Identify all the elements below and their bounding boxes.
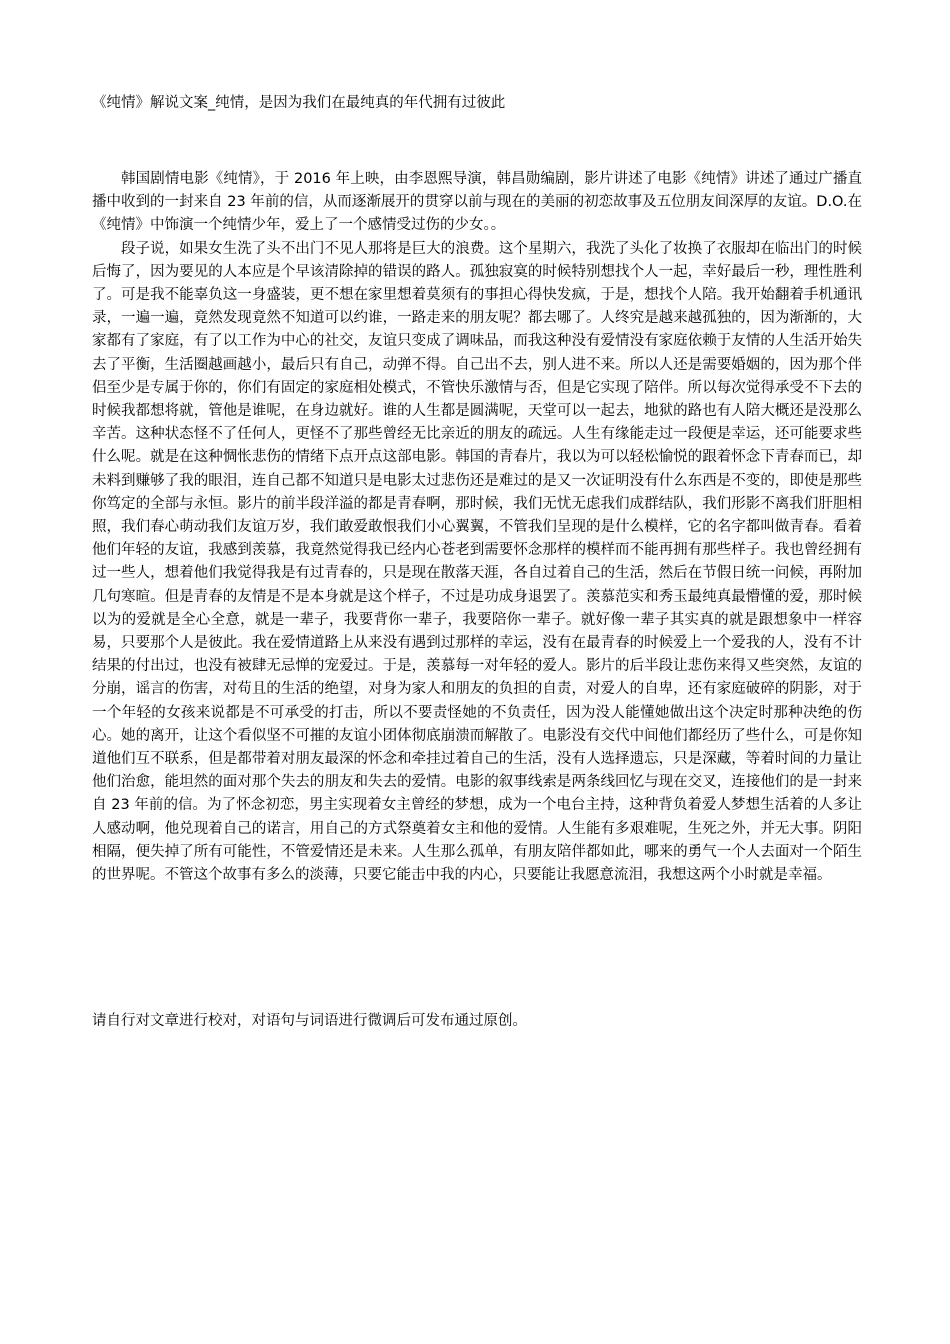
paragraph-intro: 韩国剧情电影《纯情》，于 2016 年上映，由李恩熙导演，韩昌勋编剧，影片讲述了电影《纯情》讲述了通过广播直播中收到的一封来自 23 年前的信，从而逐渐展开的贯穿以前与现在的美丽的初恋故事及五位朋友间深厚的友谊。D.O.在《纯情》中饰演一个纯情少年，爱上了一个感情受过伤的少女。。	[92, 171, 862, 234]
document-body	[92, 168, 862, 887]
footer-note: 请自行对文章进行校对，对语句与词语进行微调后可发布通过原创。	[92, 1013, 527, 1029]
document-title: 《纯情》解说文案_纯情，是因为我们在最纯真的年代拥有过彼此	[92, 95, 506, 111]
paragraph-main: 段子说，如果女生洗了头不出门不见人那将是巨大的浪费。这个星期六，我洗了头化了妆换了衣服却在临出门的时候后悔了，因为要见的人本应是个早该清除掉的错误的路人。孤独寂寞的时候特别想找个人一起，幸好最后一秒，理性胜利了。可是我不能辜负这一身盛装，更不想在家里想着莫须有的事担心得快发疯，于是，想找个人陪。我开始翻着手机通讯录，一遍一遍，竟然发现竟然不知道可以约谁，一路走来的朋友呢？都去哪了。人终究是越来越孤独的，因为渐渐的，大家都有了家庭，有了以工作为中心的社交，友谊只变成了调味品，而我这种没有爱情没有家庭依赖于友情的人生活开始失去了平衡，生活圈越画越小，最后只有自己，动弹不得。自己出不去，别人进不来。所以人还是需要婚姻的，因为那个伴侣至少是专属于你的，你们有固定的家庭相处模式，不管快乐激情与否，但是它实现了陪伴。所以每次觉得承受不下去的时候我都想将就，管他是谁呢，在身边就好。谁的人生都是圆满呢，天堂可以一起去，地狱的路也有人陪大概还是没那么辛苦。这种状态怪不了任何人，更怪不了那些曾经无比亲近的朋友的疏远。人生有缘能走过一段便是幸运，还可能要求些什么呢。就是在这种惆怅悲伤的情绪下点开点这部电影。韩国的青春片，我以为可以轻松愉悦的跟着怀念下青春而已，却未料到赚够了我的眼泪，连自己都不知道只是电影太过悲伤还是难过的是又一次证明没有什么东西是不变的，即使是那些你笃定的全部与永恒。影片的前半段洋溢的都是青春啊，那时候，我们无忧无虑我们成群结队，我们形影不离我们肝胆相照，我们春心萌动我们友谊万岁，我们敢爱敢恨我们小心翼翼，不管我们呈现的是什么模样，它的名字都叫做青春。看着他们年轻的友谊，我感到羡慕，我竟然觉得我已经内心苍老到需要怀念那样的模样而不能再拥有那些样子。我也曾经拥有过一些人，想着他们我觉得我是有过青春的，只是现在散落天涯，各自过着自己的生活，然后在节假日统一问候，再附加几句寒暄。但是青春的友情是不是本身就是这个样子，不过是功成身退罢了。羡慕范实和秀玉最纯真最懵懂的爱，那时候以为的爱就是全心全意，就是一辈子，我要背你一辈子，我要陪你一辈子。就好像一辈子其实真的就是跟想象中一样容易，只要那个人是彼此。我在爱情道路上从来没有遇到过那样的幸运，没有在最青春的时候爱上一个爱我的人，没有不计结果的付出过，也没有被肆无忌惮的宠爱过。于是，羡慕每一对年轻的爱人。影片的后半段让悲伤来得又些突然，友谊的分崩，谣言的伤害，对苟且的生活的绝望，对身为家人和朋友的负担的自责，对爱人的自卑，还有家庭破碎的阴影，对于一个年轻的女孩来说都是不可承受的打击，所以不要责怪她的不负责任，因为没人能懂她做出这个决定时那种决绝的伤心。她的离开，让这个看似坚不可摧的友谊小团体彻底崩溃而解散了。电影没有交代中间他们都经历了些什么，可是你知道他们互不联系，但是都带着对朋友最深的怀念和牵挂过着自己的生活，没有人选择遗忘，只是深藏，等着时间的力量让他们治愈，能坦然的面对那个失去的朋友和失去的爱情。电影的叙事线索是两条线回忆与现在交叉，连接他们的是一封来自 23 年前的信。为了怀念初恋，男主实现着女主曾经的梦想，成为一个电台主持，这种背负着爱人梦想生活着的人多让人感动啊，他兑现着自己的诺言，用自己的方式祭奠着女主和他的爱情。人生能有多艰难呢，生死之外，并无大事。阴阳相隔，便失掉了所有可能性，不管爱情还是未来。人生那么孤单，有朋友陪伴都如此，哪来的勇气一个人去面对一个陌生的世界呢。不管这个故事有多么的淡薄，只要它能击中我的内心，只要能让我愿意流泪，我想这两个小时就是幸福。	[92, 240, 862, 884]
